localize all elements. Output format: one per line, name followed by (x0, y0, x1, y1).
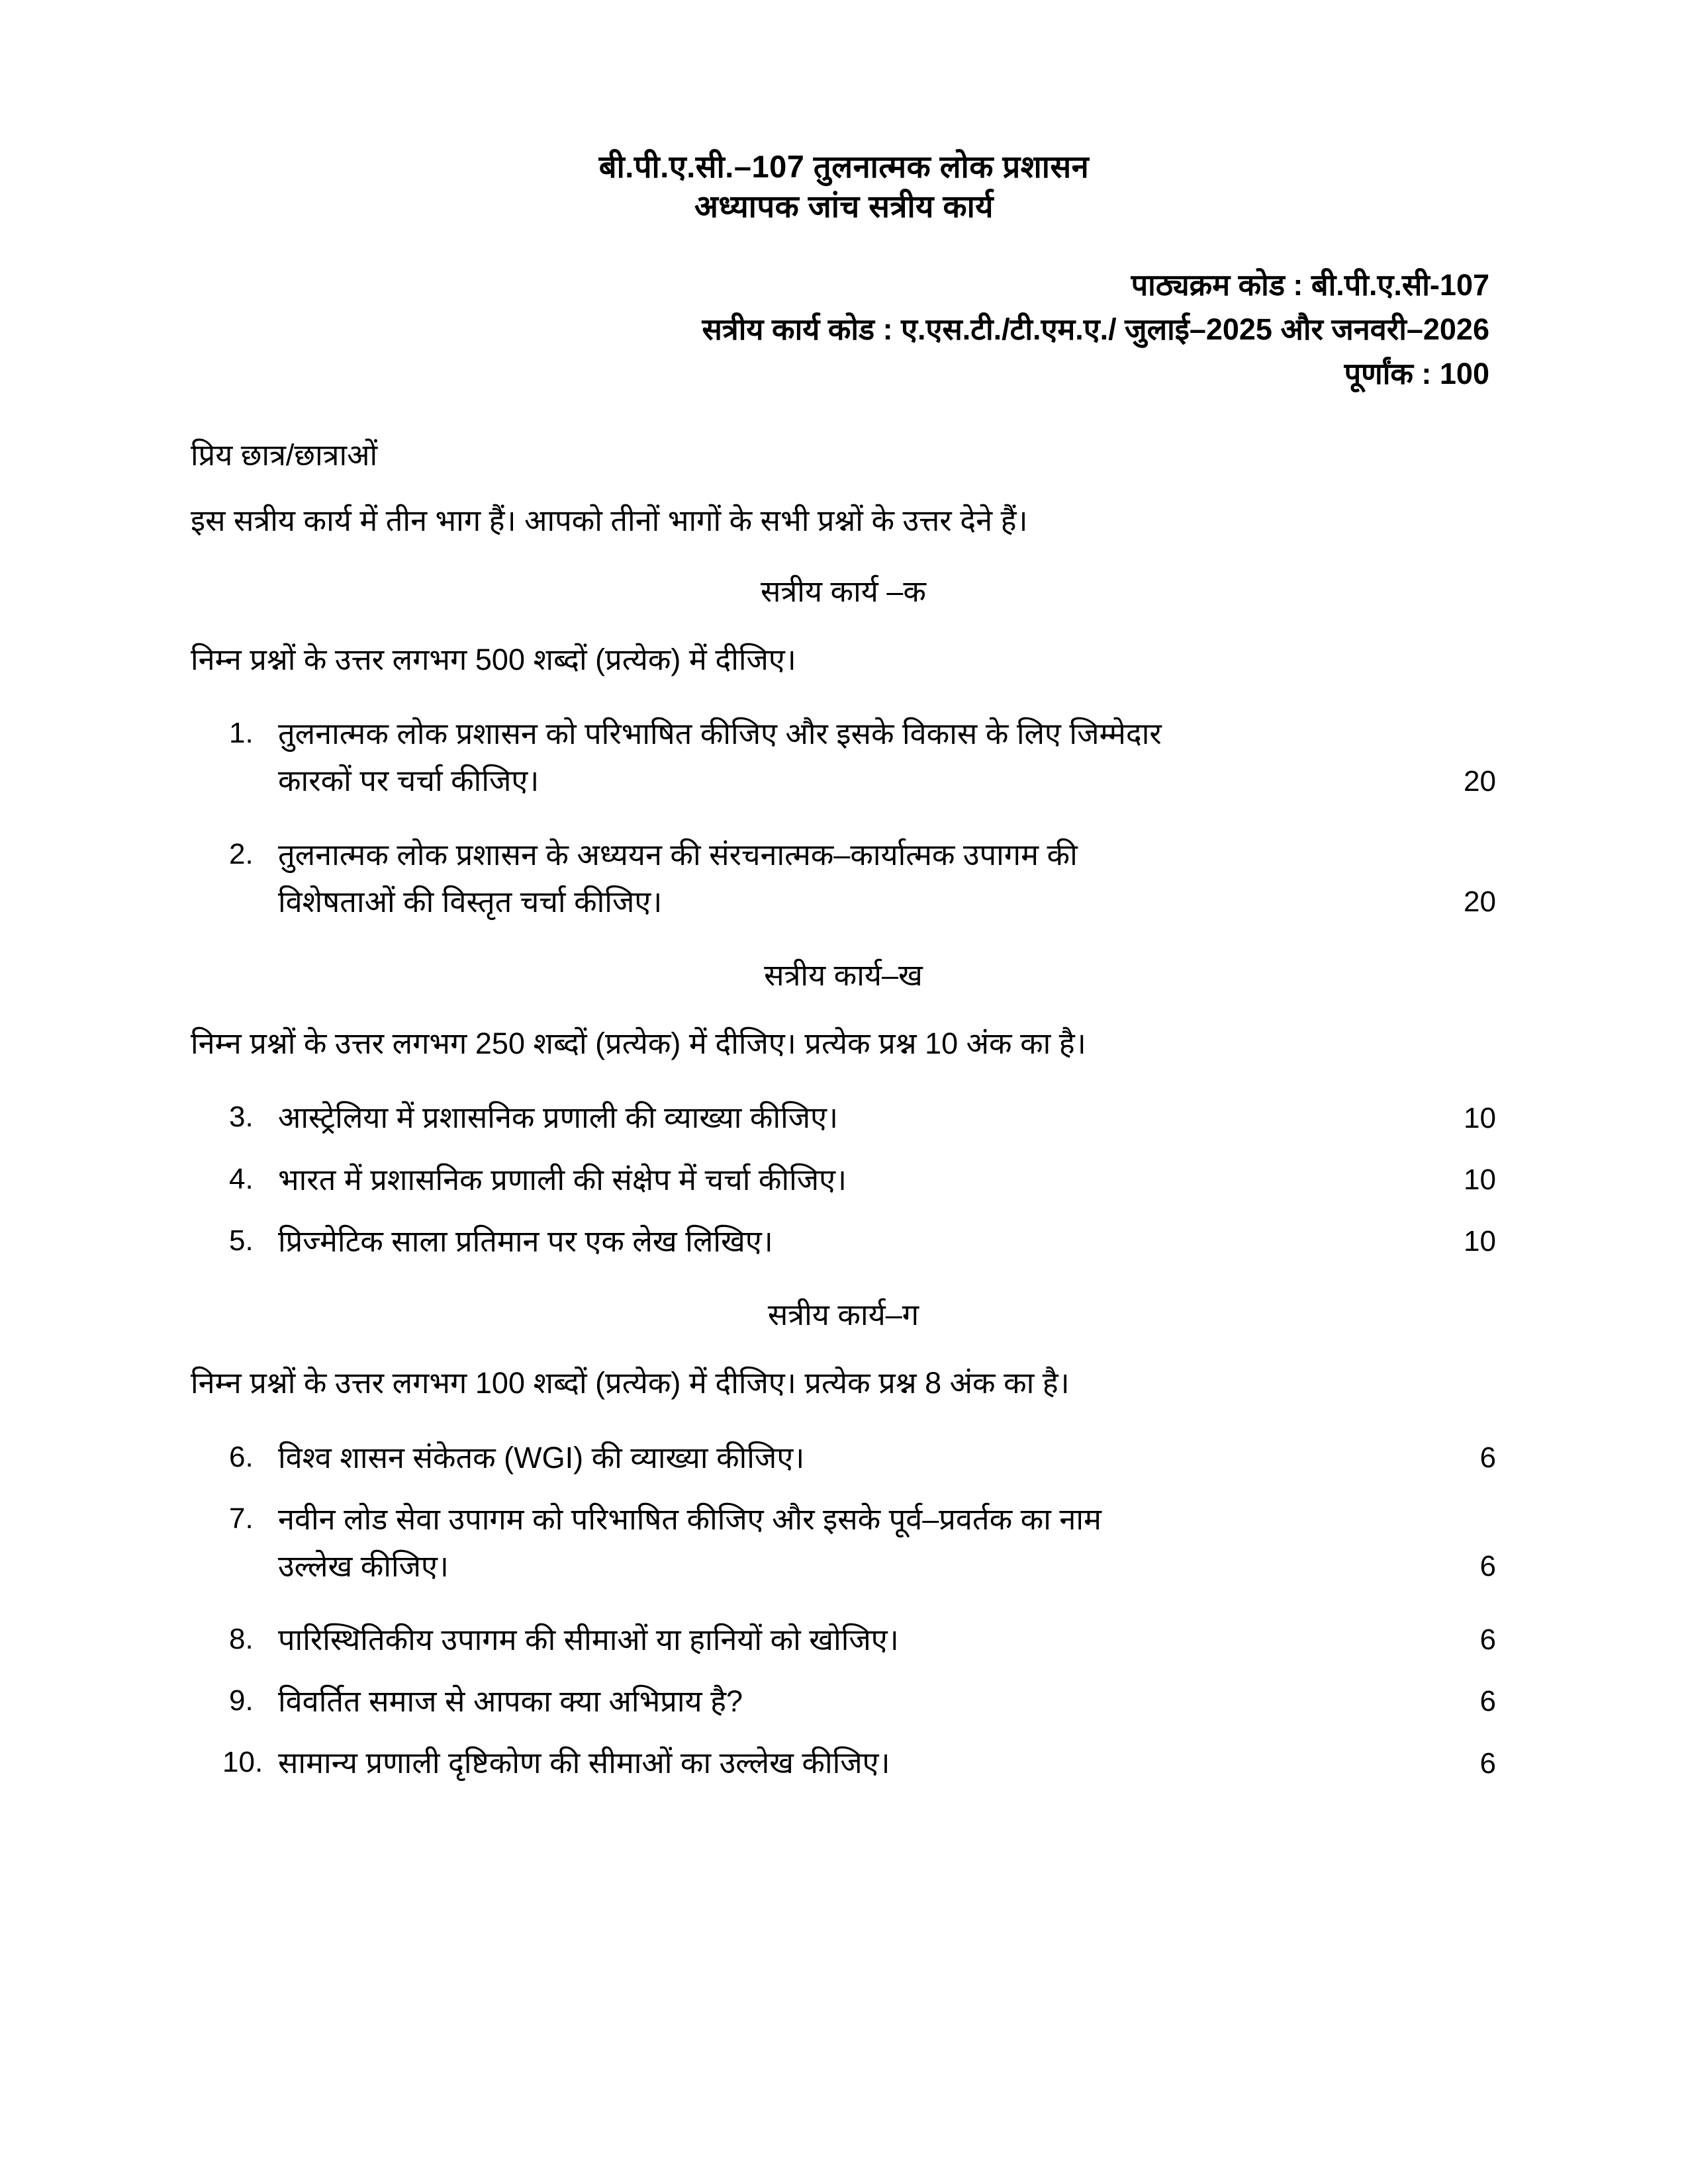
total-marks: पूर्णांक : 100 (1344, 356, 1489, 390)
question-list-a (191, 710, 1496, 925)
question-number: 7. (229, 1502, 254, 1535)
document-header (0, 0, 1688, 226)
document-body (0, 435, 1688, 1786)
question-marks: 6 (1479, 1623, 1496, 1657)
section-instruction-a: निम्न प्रश्नों के उत्तर लगभग 500 शब्दों (प्रत्येक) में दीजिए। (191, 642, 796, 676)
question-marks: 20 (1464, 765, 1496, 798)
question-line: कारकों पर चर्चा कीजिए। (278, 764, 539, 798)
question-line: तुलनात्मक लोक प्रशासन के अध्ययन की संरचनात्मक–कार्यात्मक उपागम की (278, 837, 1078, 872)
question-text (278, 831, 1436, 925)
question-item (191, 1739, 1496, 1786)
question-text (278, 1739, 1436, 1786)
question-list-b (191, 1094, 1496, 1264)
intro-text: इस सत्रीय कार्य में तीन भाग हैं। आपको तीनों भागों के सभी प्रश्नों के उत्तर देने हैं। (191, 503, 1028, 537)
question-item (191, 831, 1496, 925)
question-text (278, 1094, 1436, 1141)
course-code: पाठ्यक्रम कोड : बी.पी.ए.सी-107 (1131, 268, 1489, 302)
question-line: भारत में प्रशासनिक प्रणाली की संक्षेप में चर्चा कीजिए। (278, 1162, 847, 1197)
question-marks: 6 (1479, 1550, 1496, 1583)
question-line: विवर्तित समाज से आपका क्या अभिप्राय है? (278, 1684, 743, 1718)
question-item (191, 1094, 1496, 1141)
question-number: 6. (229, 1440, 254, 1473)
question-item (191, 710, 1496, 804)
question-item (191, 1218, 1496, 1265)
assignment-code: सत्रीय कार्य कोड : ए.एस.टी./टी.एम.ए./ जुलाई–2025 और जनवरी–2026 (702, 312, 1489, 346)
document-title-line-2: अध्यापक जांच सत्रीय कार्य (694, 189, 994, 224)
question-marks: 6 (1479, 1685, 1496, 1718)
question-line: आस्ट्रेलिया में प्रशासनिक प्रणाली की व्याख्या कीजिए। (278, 1101, 839, 1135)
question-item (191, 1678, 1496, 1725)
question-marks: 20 (1464, 886, 1496, 919)
question-number: 5. (229, 1224, 254, 1257)
question-number: 4. (229, 1162, 254, 1195)
question-line: उल्लेख कीजिए। (278, 1549, 449, 1583)
question-item (191, 1434, 1496, 1481)
question-text (278, 1496, 1436, 1590)
question-line: प्रिज्मेटिक साला प्रतिमान पर एक लेख लिखिए। (278, 1224, 773, 1258)
question-marks: 10 (1464, 1102, 1496, 1135)
question-number: 2. (229, 837, 254, 870)
question-line: नवीन लोड सेवा उपागम को परिभाषित कीजिए और इसके पूर्व–प्रवर्तक का नाम (278, 1502, 1102, 1536)
assignment-meta (0, 263, 1688, 396)
question-line: सामान्य प्रणाली दृष्टिकोण की सीमाओं का उल्लेख कीजिए। (278, 1745, 890, 1780)
question-text (278, 1434, 1436, 1481)
question-number: 10. (222, 1745, 263, 1778)
section-heading-a: सत्रीय कार्य –क (761, 574, 926, 608)
question-item (191, 1616, 1496, 1663)
question-text (278, 1156, 1436, 1203)
question-item (191, 1156, 1496, 1203)
question-number: 1. (229, 717, 254, 750)
question-text (278, 1616, 1436, 1663)
question-marks: 10 (1464, 1163, 1496, 1197)
question-text (278, 710, 1436, 804)
salutation: प्रिय छात्र/छात्राओं (191, 438, 378, 473)
question-line: तुलनात्मक लोक प्रशासन को परिभाषित कीजिए और इसके विकास के लिए जिम्मेदार (278, 717, 1162, 751)
section-heading-b: सत्रीय कार्य–ख (764, 958, 923, 992)
question-text (278, 1678, 1436, 1725)
question-marks: 6 (1479, 1441, 1496, 1475)
question-line: पारिस्थितिकीय उपागम की सीमाओं या हानियों को खोजिए। (278, 1622, 899, 1657)
question-marks: 6 (1479, 1747, 1496, 1780)
section-instruction-b: निम्न प्रश्नों के उत्तर लगभग 250 शब्दों (प्रत्येक) में दीजिए। प्रत्येक प्रश्न 10 अंक का है। (191, 1026, 1086, 1060)
question-number: 3. (229, 1101, 254, 1134)
question-line: विशेषताओं की विस्तृत चर्चा कीजिए। (278, 884, 663, 919)
question-marks: 10 (1464, 1225, 1496, 1258)
question-line: विश्व शासन संकेतक (WGI) की व्याख्या कीजिए। (278, 1440, 805, 1475)
document-title-line-1: बी.पी.ए.सी.–107 तुलनात्मक लोक प्रशासन (598, 149, 1090, 184)
question-text (278, 1218, 1436, 1265)
section-instruction-c: निम्न प्रश्नों के उत्तर लगभग 100 शब्दों (प्रत्येक) में दीजिए। प्रत्येक प्रश्न 8 अंक का है। (191, 1365, 1070, 1400)
question-number: 9. (229, 1684, 254, 1717)
question-item (191, 1496, 1496, 1590)
section-heading-c: सत्रीय कार्य–ग (767, 1297, 919, 1332)
question-list-c (191, 1434, 1496, 1787)
question-number: 8. (229, 1622, 254, 1655)
